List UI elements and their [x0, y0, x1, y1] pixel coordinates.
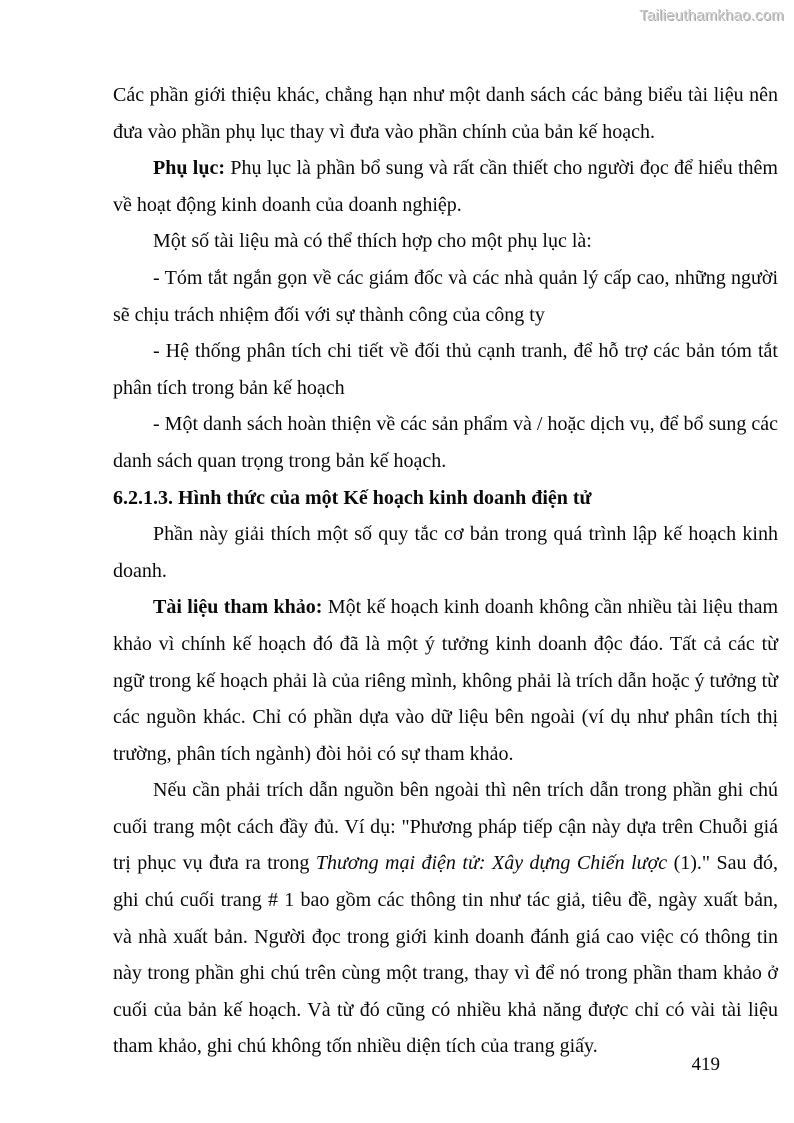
paragraph-tai-lieu-tham-khao: [113, 589, 778, 772]
watermark-text: Tailieuthamkhao.com: [639, 7, 784, 24]
bold-lead-tai-lieu-tham-khao: Tài liệu tham khảo:: [153, 596, 323, 619]
paragraph-phu-luc: [113, 150, 778, 223]
paragraph-phu-luc-text: Phụ lục là phần bổ sung và rất cần thiết cho người đọc để hiểu thêm về hoạt động kinh doanh của doanh nghiệp.: [113, 157, 778, 216]
paragraph-tai-lieu-tham-khao-text: Một kế hoạch kinh doanh không cần nhiều tài liệu tham khảo vì chính kế hoạch đó đã là một ý tưởng kinh doanh độc đáo. Tất cả các từ ngữ trong kế hoạch phải là của riêng mình, không phải là trích dẫn hoặc ý tưởng từ các nguồn khác. Chỉ có phần dựa vào dữ liệu bên ngoài (ví dụ như phân tích thị trường, phân tích ngành) đòi hỏi có sự tham khảo.: [113, 596, 779, 765]
list-item-directors-summary: - Tóm tắt ngắn gọn về các giám đốc và các nhà quản lý cấp cao, những người sẽ chịu trách nhiệm đối với sự thành công của công ty: [113, 266, 778, 326]
bold-lead-phu-luc: Phụ lục:: [153, 157, 225, 180]
paragraph-appendix-intro: Các phần giới thiệu khác, chẳng hạn như một danh sách các bảng biểu tài liệu nên đưa vào phần phụ lục thay vì đưa vào phần chính của bản kế hoạch.: [113, 84, 778, 143]
section-heading-6-2-1-3: 6.2.1.3. Hình thức của một Kế hoạch kinh doanh điện tử: [113, 486, 592, 509]
citation-text-before-title: Nếu cần phải trích dẫn nguồn bên ngoài thì nên trích dẫn trong phần ghi chú cuối trang một cách đầy đủ. Ví dụ: "Phương pháp tiếp cận này dựa trên Chuỗi giá trị phục vụ đưa ra trong: [113, 779, 778, 875]
paragraph-citation-example: [113, 772, 778, 1065]
paragraph-section-intro: Phần này giải thích một số quy tắc cơ bản trong quá trình lập kế hoạch kinh doanh.: [113, 523, 778, 582]
citation-text-after-title: (1)." Sau đó, ghi chú cuối trang # 1 bao gồm các thông tin như tác giả, tiêu đề, ngày xuất bản, và nhà xuất bản. Người đọc trong giới kinh doanh đánh giá cao việc có thông tin này trong phần ghi chú trên cùng một trang, thay vì để nó trong phần tham khảo ở cuối của bản kế hoạch. Và từ đó cũng có nhiều khả năng được chỉ có vài tài liệu tham khảo, ghi chú không tốn nhiều diện tích của trang giấy.: [113, 852, 778, 1058]
body-text-block: [113, 77, 778, 1065]
page-number: 419: [691, 1054, 720, 1075]
paragraph-suitable-documents: Một số tài liệu mà có thể thích hợp cho một phụ lục là:: [153, 230, 592, 253]
italic-book-title: Thương mại điện tử: Xây dựng Chiến lược: [315, 852, 668, 875]
list-item-competitor-analysis: - Hệ thống phân tích chi tiết về đối thủ cạnh tranh, để hỗ trợ các bản tóm tắt phân tích trong bản kế hoạch: [113, 340, 778, 399]
list-item-product-list: - Một danh sách hoàn thiện về các sản phẩm và / hoặc dịch vụ, để bổ sung các danh sách quan trọng trong bản kế hoạch.: [113, 413, 778, 472]
